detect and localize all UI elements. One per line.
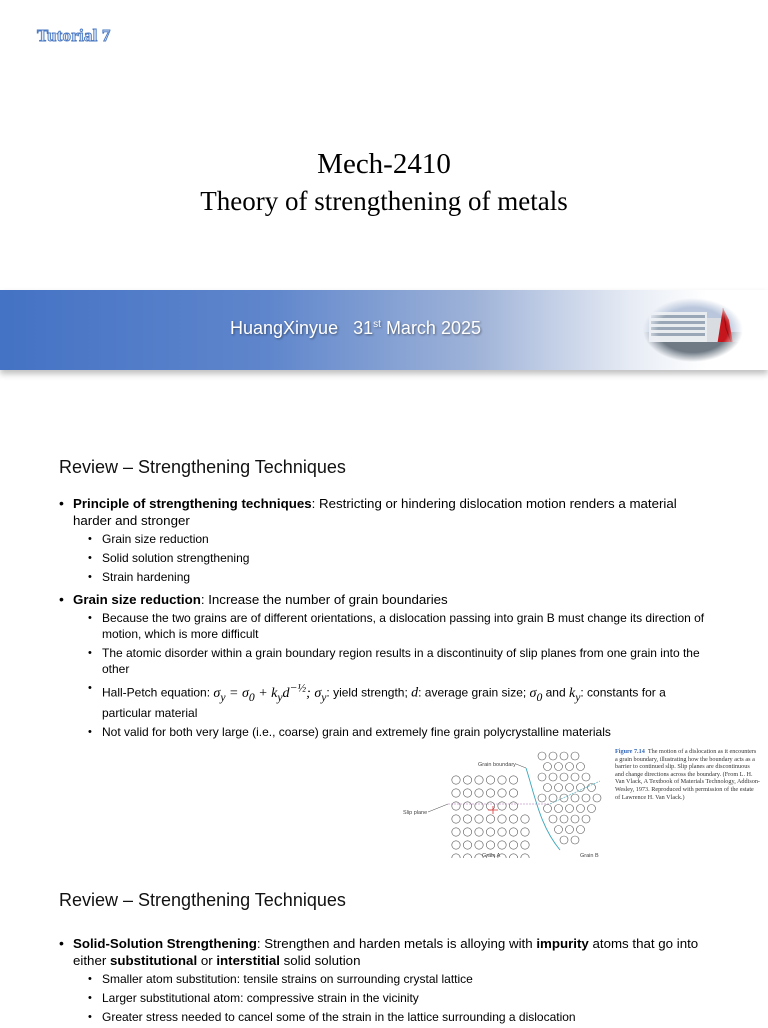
atom-circle xyxy=(566,826,574,834)
atom-circle xyxy=(555,826,563,834)
atom-circle xyxy=(498,776,506,784)
atom-circle xyxy=(538,794,546,802)
grain-b-label: Grain B xyxy=(580,853,599,858)
atom-circle xyxy=(475,841,483,849)
atom-circle xyxy=(509,841,517,849)
atom-circle xyxy=(555,805,563,813)
atom-circle xyxy=(571,773,579,781)
title-slide xyxy=(0,0,768,430)
atom-circle xyxy=(509,828,517,836)
atom-circle xyxy=(498,802,506,810)
atom-circle xyxy=(486,828,494,836)
atom-circle xyxy=(463,854,471,858)
atom-circle xyxy=(463,841,471,849)
list-item: • The atomic disorder within a grain boundary region results in a discontinuity of slip planes from one grain into the other xyxy=(88,645,709,677)
atom-circle xyxy=(571,815,579,823)
atom-circle xyxy=(452,776,460,784)
figure-caption: Figure 7.14 The motion of a dislocation as it encounters a grain boundary, illustrating how the boundary acts as a barrier to continued slip. Slip planes are discontinuous and change directions across the boundary. (From L. H. Van Vlack, A Textbook of Materials Technology, Addison-Wesley, 1973. Reproduced with permission of the estate of Lawrence H. Van Vlack.) xyxy=(615,748,760,801)
grain-boundary-label: Grain boundary xyxy=(478,762,516,768)
atom-circle xyxy=(463,789,471,797)
atom-circle xyxy=(566,763,574,771)
atom-circle xyxy=(509,815,517,823)
atom-circle xyxy=(463,776,471,784)
atom-circle xyxy=(486,815,494,823)
atom-circle xyxy=(452,828,460,836)
atom-circle xyxy=(577,763,585,771)
atom-circle xyxy=(571,794,579,802)
slide3-body xyxy=(59,935,709,1028)
atom-circle xyxy=(463,828,471,836)
atom-circle xyxy=(486,789,494,797)
atom-circle xyxy=(560,794,568,802)
atom-circle xyxy=(549,773,557,781)
atom-circle xyxy=(538,752,546,760)
grain-a-label: Grain A xyxy=(482,853,501,858)
date-day: 31 xyxy=(353,318,374,338)
atom-circle xyxy=(498,841,506,849)
atom-circle xyxy=(521,841,529,849)
slide3-title: Review – Strengthening Techniques xyxy=(59,890,346,910)
atom-circle xyxy=(475,815,483,823)
atom-circle xyxy=(582,773,590,781)
atom-circle xyxy=(566,784,574,792)
atom-circle xyxy=(571,752,579,760)
atom-circle xyxy=(544,763,552,771)
atom-circle xyxy=(498,815,506,823)
atom-circle xyxy=(544,805,552,813)
atom-circle xyxy=(521,815,529,823)
lecture-subtitle: Theory of strengthening of metals xyxy=(200,186,568,216)
atom-circle xyxy=(521,828,529,836)
course-code: Mech-2410 xyxy=(317,148,451,180)
atom-circle xyxy=(560,773,568,781)
list-item: • Larger substitutional atom: compressive strain in the vicinity xyxy=(88,990,709,1006)
list-item: • Greater stress needed to cancel some of the strain in the lattice surrounding a dislocation xyxy=(88,1009,709,1025)
atom-circle xyxy=(555,784,563,792)
atom-circle xyxy=(560,752,568,760)
author-date xyxy=(230,318,481,339)
tutorial-label: Tutorial 7 xyxy=(37,26,111,45)
atom-circle xyxy=(571,836,579,844)
list-item: • Strain hardening xyxy=(88,569,709,585)
atom-circle xyxy=(566,805,574,813)
list-item: • Smaller atom substitution: tensile strains on surrounding crystal lattice xyxy=(88,971,709,987)
atom-circle xyxy=(582,815,590,823)
atom-circle xyxy=(498,789,506,797)
atom-circle xyxy=(509,854,517,858)
atom-circle xyxy=(509,789,517,797)
grain-size-bold: Grain size reduction xyxy=(73,592,201,607)
principle-bullet: • Principle of strengthening techniques: Restricting or hindering dislocation motion renders a material harder and stronger • Grain size reduction • Solid solution strengthening • Strain hardening xyxy=(59,495,709,585)
author-name: HuangXinyue xyxy=(230,318,339,338)
atom-circle xyxy=(582,794,590,802)
atom-circle xyxy=(577,805,585,813)
atom-circle xyxy=(475,802,483,810)
solid-solution-bullet: • Solid-Solution Strengthening: Strengthen and harden metals is alloying with impurity atoms that go into either substitutional or interstitial solid solution • Smaller atom substitution: tensile strains on surrounding crystal lattice • Larger substitutional atom: compressive strain in the vicinity • Greater stress needed to cancel some of the strain in the lattice surrounding a dislocation xyxy=(59,935,709,1025)
atom-circle xyxy=(593,794,601,802)
atom-circle xyxy=(555,763,563,771)
slide2-title: Review – Strengthening Techniques xyxy=(59,457,346,477)
atom-circle xyxy=(588,805,596,813)
atom-circle xyxy=(452,789,460,797)
list-item: • Grain size reduction xyxy=(88,531,709,547)
slip-plane-label: Slip plane xyxy=(403,810,428,816)
atom-circle xyxy=(577,826,585,834)
grain-size-bullet: • Grain size reduction: Increase the number of grain boundaries • Because the two grains are of different orientations, a dislocation passing into grain B must change its direction of motion, which is more difficult • The atomic disorder within a grain boundary region results in a discontinuity of slip planes from one grain into the other • Hall-Petch equation: $\sigma_y = \sigma_0 + k_yd^{-\frac{1}{2}}$; $\sigma_y$: yield strength; d: average grain size; $\sigma_0$ and $k_y$: constants for a particular material • Not valid for both very large (i.e., coarse) grain and extremely fine grain polycrystalline materials xyxy=(59,591,709,740)
list-item: • Because the two grains are of different orientations, a dislocation passing into grain B must change its direction of motion, which is more difficult xyxy=(88,610,709,642)
atom-circle xyxy=(463,802,471,810)
atom-circle xyxy=(549,815,557,823)
atom-circle xyxy=(486,841,494,849)
atom-circle xyxy=(452,854,460,858)
slide2-body xyxy=(59,495,709,743)
atom-circle xyxy=(475,828,483,836)
principle-bold: Principle of strengthening techniques xyxy=(73,496,312,511)
atom-circle xyxy=(486,802,494,810)
hall-petch-item: • Hall-Petch equation: $\sigma_y = \sigma_0 + k_yd^{-\frac{1}{2}}$; $\sigma_y$: yield strength; d: average grain size; $\sigma_0$ and $k_y$: constants for a particular material xyxy=(88,680,709,721)
date-suffix: st xyxy=(373,319,381,330)
atom-circle xyxy=(452,841,460,849)
atom-circle xyxy=(560,815,568,823)
atom-circle xyxy=(498,828,506,836)
atom-circle xyxy=(549,794,557,802)
atom-circle xyxy=(475,776,483,784)
atom-circle xyxy=(560,836,568,844)
atom-circle xyxy=(463,815,471,823)
atom-circle xyxy=(509,802,517,810)
atom-circle xyxy=(486,776,494,784)
atom-circle xyxy=(452,815,460,823)
atom-circle xyxy=(549,752,557,760)
atom-circle xyxy=(521,854,529,858)
list-item: • Not valid for both very large (i.e., coarse) grain and extremely fine grain polycrystalline materials xyxy=(88,724,709,740)
campus-photo xyxy=(643,298,743,362)
atom-circle xyxy=(544,784,552,792)
list-item: • Solid solution strengthening xyxy=(88,550,709,566)
date-rest: March 2025 xyxy=(385,318,481,338)
atom-circle xyxy=(509,776,517,784)
atom-circle xyxy=(452,802,460,810)
atom-circle xyxy=(538,773,546,781)
atom-circle xyxy=(475,789,483,797)
